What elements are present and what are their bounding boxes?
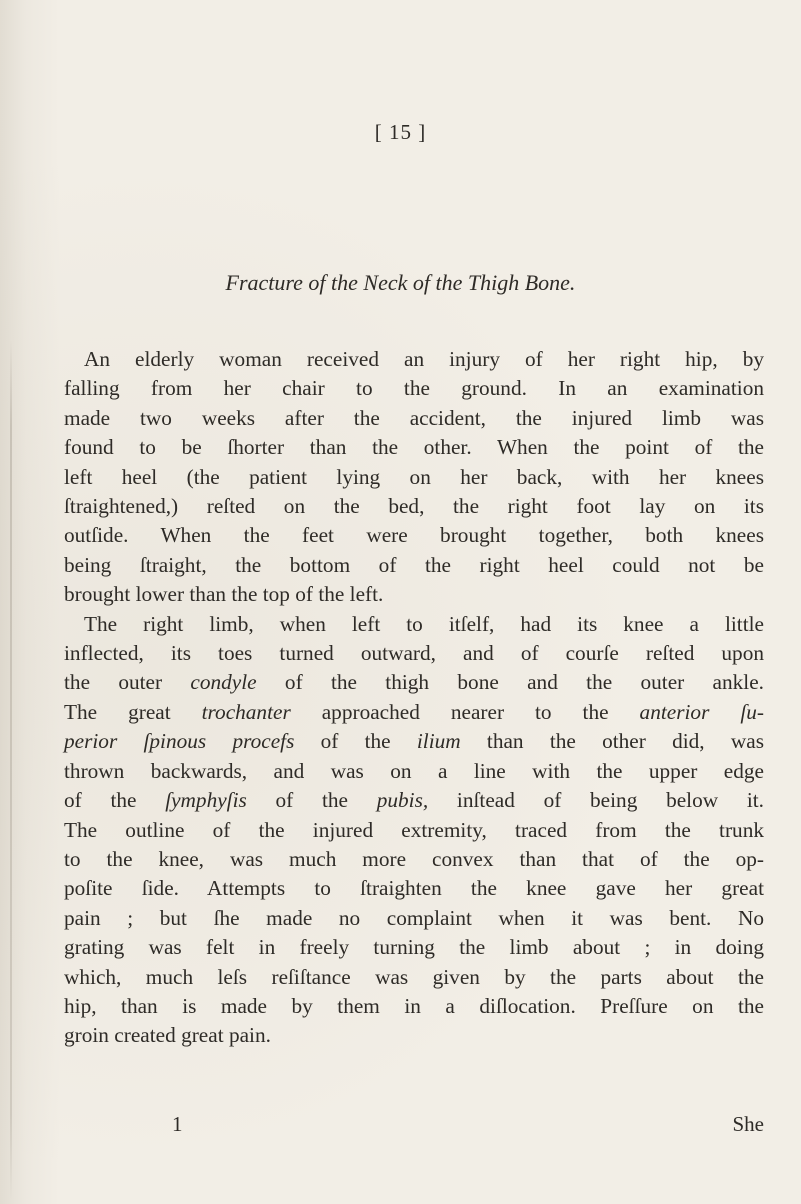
text-line bbox=[64, 786, 764, 815]
text-run: the outer bbox=[64, 670, 191, 695]
text-run: of the thigh bone and the outer ankle. bbox=[256, 670, 764, 695]
text-run: than the other did, was bbox=[460, 729, 764, 754]
text-line: The right limb, when left to itſelf, had its knee a little bbox=[84, 611, 764, 636]
text-line: ſtraightened,) reſted on the bed, the right foot lay on its bbox=[64, 494, 764, 519]
text-line bbox=[64, 698, 764, 727]
text-line: inflected, its toes turned outward, and of courſe reſted upon bbox=[64, 641, 764, 666]
page-number: [ 15 ] bbox=[374, 120, 427, 144]
text-line: The outline of the injured extremity, traced from the trunk bbox=[64, 817, 764, 842]
text-line: falling from her chair to the ground. In an examination bbox=[64, 376, 764, 401]
text-line: groin created great pain. bbox=[64, 1023, 271, 1048]
italic-term: anterior ſu- bbox=[639, 699, 764, 724]
body-text bbox=[64, 345, 764, 1051]
text-line: made two weeks after the accident, the injured limb was bbox=[64, 405, 764, 430]
text-line: An elderly woman received an injury of her right hip, by bbox=[84, 347, 764, 371]
text-run: of the bbox=[64, 788, 166, 813]
italic-term: ſymphyſis bbox=[165, 788, 247, 813]
text-run: approached nearer to the bbox=[290, 699, 640, 724]
text-line bbox=[64, 727, 764, 756]
text-line: grating was felt in freely turning the limb about ; in doing bbox=[64, 935, 764, 960]
text-line: to the knee, was much more convex than that of the op- bbox=[64, 846, 764, 871]
italic-term: trochanter bbox=[201, 699, 291, 724]
text-line: outſide. When the feet were brought together, both knees bbox=[64, 523, 764, 548]
text-line: which, much leſs reſiſtance was given by the parts about the bbox=[64, 964, 764, 989]
text-run: The great bbox=[64, 699, 202, 724]
text-line: being ſtraight, the bottom of the right heel could not be bbox=[64, 552, 764, 577]
text-line: brought lower than the top of the left. bbox=[64, 582, 384, 607]
text-line bbox=[64, 668, 764, 697]
signature-mark: 1 bbox=[172, 1112, 183, 1136]
text-line: pain ; but ſhe made no complaint when it was bent. No bbox=[64, 905, 764, 930]
text-line: hip, than is made by them in a diſlocation. Preſſure on the bbox=[64, 993, 764, 1018]
text-run: of the bbox=[294, 729, 417, 754]
text-line: poſite ſide. Attempts to ſtraighten the knee gave her great bbox=[64, 876, 764, 901]
section-heading: Fracture of the Neck of the Thigh Bone. bbox=[225, 270, 576, 295]
catchword: She bbox=[732, 1112, 764, 1136]
text-run: of the bbox=[246, 788, 377, 813]
italic-term: condyle bbox=[190, 670, 257, 695]
text-line: left heel (the patient lying on her back, with her knees bbox=[64, 464, 764, 489]
italic-term: ilium bbox=[416, 729, 461, 754]
text-line: thrown backwards, and was on a line with the upper edge bbox=[64, 758, 764, 783]
text-line: found to be ſhorter than the other. When the point of the bbox=[64, 435, 764, 460]
italic-term: pubis, bbox=[376, 788, 429, 813]
gutter-shadow bbox=[10, 340, 12, 1200]
italic-term: perior ſpinous procefs bbox=[64, 729, 295, 754]
text-run: inſtead of being below it. bbox=[428, 788, 764, 813]
